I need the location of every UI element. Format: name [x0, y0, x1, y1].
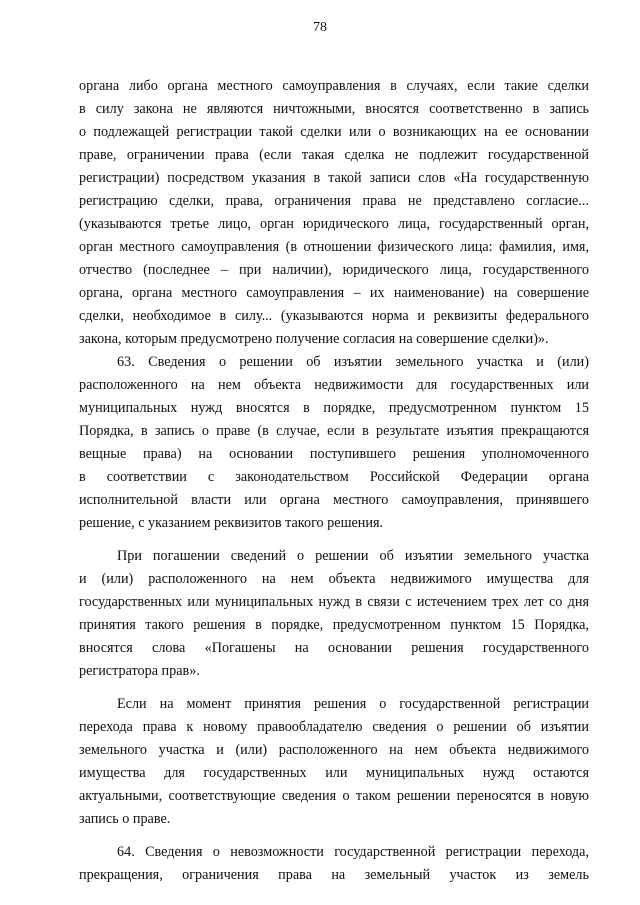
text-line: вещные права) на основании поступившего решения уполномоченного	[79, 446, 589, 462]
text-line: (указываются третье лицо, орган юридического лица, государственный орган,	[79, 216, 589, 232]
text-line: праве, ограничении права (если такая сделка не подлежит государственной	[79, 147, 589, 163]
text-line: регистрацию сделки, права, ограничения права не представлено согласие...	[79, 193, 589, 209]
text-line: Порядка, в запись о праве (в случае, если в результате изъятия прекращаются	[79, 423, 589, 439]
text-line: решение, с указанием реквизитов такого решения.	[79, 515, 384, 531]
page-number: 78	[313, 20, 327, 35]
text-line: вносятся слова «Погашены на основании решения государственного	[79, 640, 589, 656]
text-line: исполнительной власти или органа местного самоуправления, принявшего	[79, 492, 589, 508]
paragraph-63-first-line: 63. Сведения о решении об изъятии земельного участка и (или)	[117, 354, 589, 370]
text-line: перехода права к новому правообладателю сведения о решении об изъятии	[79, 719, 589, 735]
text-line: закона, которым предусмотрено получение согласия на совершение сделки)».	[79, 331, 549, 347]
text-line: в соответствии с законодательством Российской Федерации органа	[79, 469, 589, 485]
text-line: имущества для государственных или муниципальных нужд остаются	[79, 765, 589, 781]
text-line: органа, органа местного самоуправления – их наименование) на совершение	[79, 285, 589, 301]
text-line: актуальными, соответствующие сведения о таком решении переносятся в новую	[79, 788, 589, 804]
paragraph-first-line: Если на момент принятия решения о государственной регистрации	[117, 696, 589, 712]
text-line: государственных или муниципальных нужд в связи с истечением трех лет со дня	[79, 594, 589, 610]
text-line: расположенного на нем объекта недвижимости для государственных или	[79, 377, 589, 393]
paragraph-64-first-line: 64. Сведения о невозможности государственной регистрации перехода,	[117, 844, 589, 860]
text-line: принятия такого решения в порядке, предусмотренном пунктом 15 Порядка,	[79, 617, 589, 633]
text-line: о подлежащей регистрации такой сделки или о возникающих на ее основании	[79, 124, 589, 140]
text-line: в силу закона не являются ничтожными, вносятся соответственно в запись	[79, 101, 589, 117]
paragraph-first-line: При погашении сведений о решении об изъятии земельного участка	[117, 548, 589, 564]
text-line: орган местного самоуправления (в отношении физического лица: фамилия, имя,	[79, 239, 589, 255]
text-line: запись о праве.	[79, 811, 171, 827]
text-line: отчество (последнее – при наличии), юридического лица, государственного	[79, 262, 589, 278]
text-line: земельного участка и (или) расположенного на нем объекта недвижимого	[79, 742, 589, 758]
text-line: и (или) расположенного на нем объекта недвижимого имущества для	[79, 571, 589, 587]
text-line: регистрации) посредством указания в такой записи слов «На государственную	[79, 170, 589, 186]
text-line: сделки, необходимое в силу... (указываются норма и реквизиты федерального	[79, 308, 589, 324]
text-line: муниципальных нужд вносятся в порядке, предусмотренном пунктом 15	[79, 400, 589, 416]
text-line: органа либо органа местного самоуправления в случаях, если такие сделки	[79, 78, 589, 94]
text-line: прекращения, ограничения права на земельный участок из земель	[79, 867, 589, 883]
text-line: регистратора прав».	[79, 663, 200, 679]
